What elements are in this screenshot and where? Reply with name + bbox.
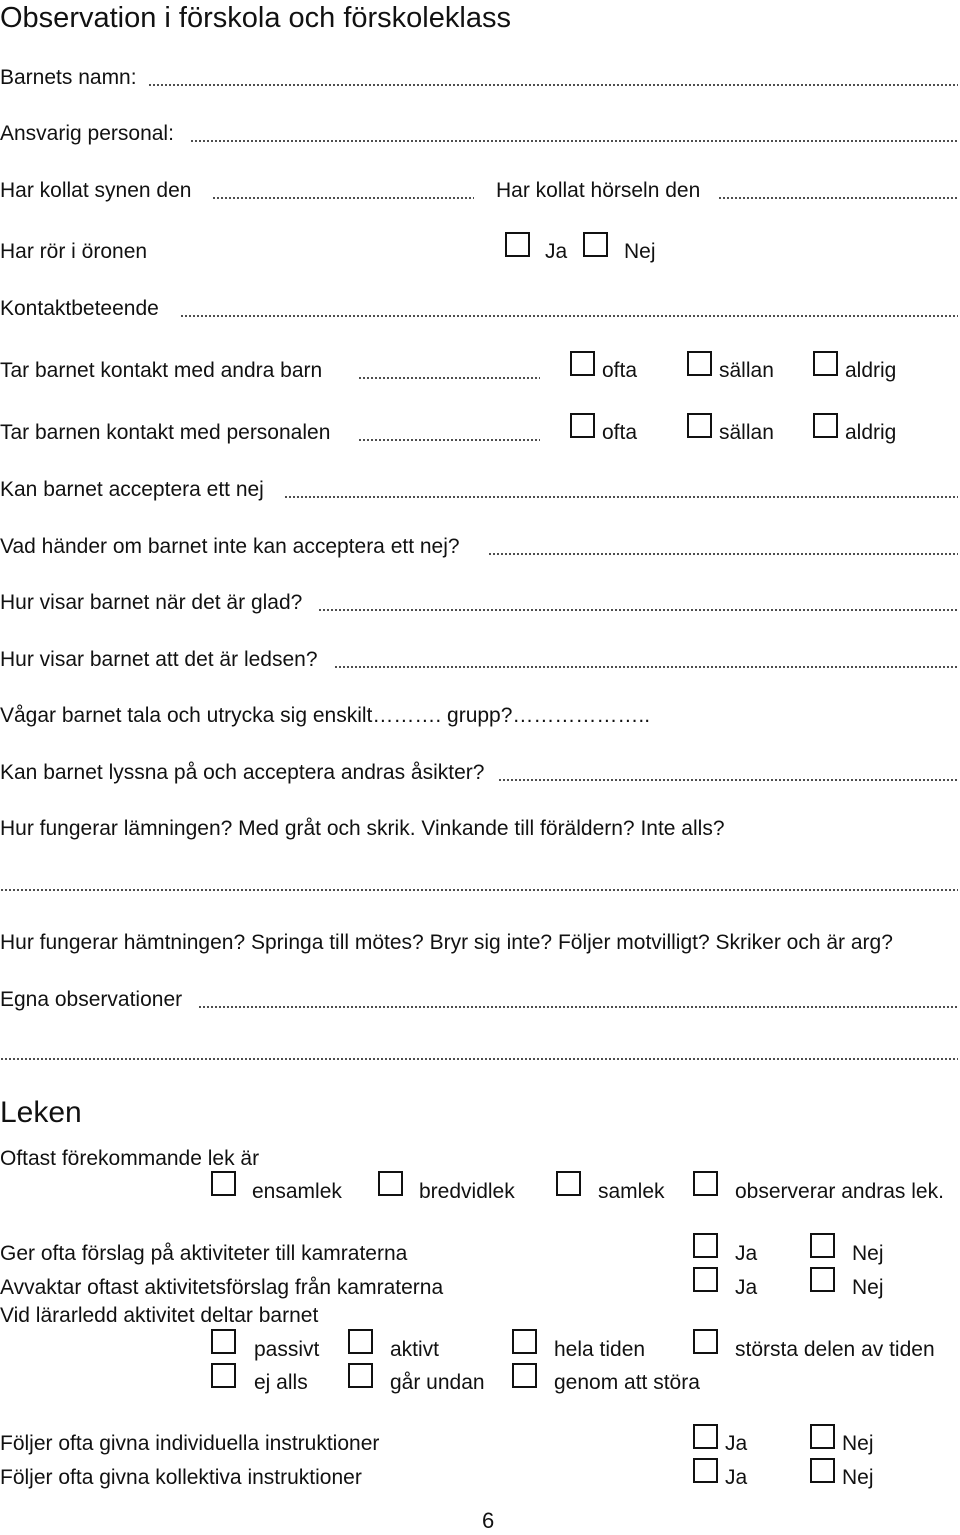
individuella-nej-label: Nej <box>842 1432 874 1455</box>
page-number: 6 <box>482 1508 495 1533</box>
ansvarig-personal-label: Ansvarig personal: <box>0 122 174 145</box>
synen-field[interactable] <box>212 197 474 199</box>
forslag-ja-label: Ja <box>735 1242 758 1265</box>
samlek-checkbox[interactable] <box>556 1171 581 1196</box>
kollektiva-label: Följer ofta givna kollektiva instruktioner <box>0 1466 362 1489</box>
kontakt-personal-sallan-label: sällan <box>719 421 774 444</box>
kontakt-personal-field[interactable] <box>358 439 540 441</box>
forslag-nej-label: Nej <box>852 1242 884 1265</box>
kontakt-personal-aldrig-checkbox[interactable] <box>813 413 838 438</box>
individuella-label: Följer ofta givna individuella instruktioner <box>0 1432 380 1455</box>
kontakt-barn-ofta-label: ofta <box>602 359 638 382</box>
ledsen-field[interactable] <box>334 666 958 668</box>
barnets-namn-label: Barnets namn: <box>0 66 137 89</box>
gar-undan-label: går undan <box>390 1371 485 1394</box>
kontakt-personal-ofta-label: ofta <box>602 421 638 444</box>
kontaktbeteende-label: Kontaktbeteende <box>0 297 159 320</box>
kontakt-barn-aldrig-checkbox[interactable] <box>813 351 838 376</box>
kollektiva-nej-checkbox[interactable] <box>810 1458 835 1483</box>
ror-nej-checkbox[interactable] <box>583 232 608 257</box>
kontakt-personal-ofta-checkbox[interactable] <box>570 413 595 438</box>
observerar-checkbox[interactable] <box>693 1171 718 1196</box>
inte-acceptera-label: Vad händer om barnet inte kan acceptera ett nej? <box>0 535 460 558</box>
lamningen-label: Hur fungerar lämningen? Med gråt och skrik. Vinkande till föräldern? Inte alls? <box>0 817 725 840</box>
ror-label: Har rör i öronen <box>0 240 148 263</box>
genom-att-stora-label: genom att störa <box>554 1371 700 1394</box>
kontakt-barn-sallan-checkbox[interactable] <box>687 351 712 376</box>
storsta-delen-checkbox[interactable] <box>693 1329 718 1354</box>
kontakt-personal-aldrig-label: aldrig <box>845 421 897 444</box>
glad-field[interactable] <box>318 609 958 611</box>
avvaktar-nej-label: Nej <box>852 1276 884 1299</box>
hela-tiden-checkbox[interactable] <box>512 1329 537 1354</box>
egna-observationer-label: Egna observationer <box>0 988 183 1011</box>
kontaktbeteende-field[interactable] <box>180 315 958 317</box>
lek-intro-label: Oftast förekommande lek är <box>0 1147 260 1170</box>
samlek-label: samlek <box>598 1180 665 1203</box>
passivt-label: passivt <box>254 1338 320 1361</box>
tala-label: Vågar barnet tala och utrycka sig enskilt………. grupp?……………….. <box>0 704 651 727</box>
lyssna-field[interactable] <box>498 779 958 781</box>
avvaktar-label: Avvaktar oftast aktivitetsförslag från kamraterna <box>0 1276 444 1299</box>
kollektiva-ja-label: Ja <box>725 1466 748 1489</box>
inte-acceptera-field[interactable] <box>488 553 958 555</box>
acceptera-nej-field[interactable] <box>284 496 958 498</box>
ej-alls-checkbox[interactable] <box>211 1363 236 1388</box>
lamningen-field[interactable] <box>0 889 958 891</box>
page-title: Observation i förskola och förskoleklass <box>0 2 511 34</box>
kollektiva-ja-checkbox[interactable] <box>693 1458 718 1483</box>
kollektiva-nej-label: Nej <box>842 1466 874 1489</box>
ansvarig-personal-field[interactable] <box>190 140 958 142</box>
kontakt-barn-sallan-label: sällan <box>719 359 774 382</box>
hamtningen-label: Hur fungerar hämtningen? Springa till mötes? Bryr sig inte? Följer motvilligt? Skriker och är arg? <box>0 931 893 954</box>
storsta-delen-label: största delen av tiden <box>735 1338 935 1361</box>
acceptera-nej-label: Kan barnet acceptera ett nej <box>0 478 264 501</box>
kontakt-barn-aldrig-label: aldrig <box>845 359 897 382</box>
lyssna-label: Kan barnet lyssna på och acceptera andras åsikter? <box>0 761 485 784</box>
forslag-ja-checkbox[interactable] <box>693 1233 718 1258</box>
horseln-field[interactable] <box>718 197 958 199</box>
barnets-namn-field[interactable] <box>148 84 958 86</box>
gar-undan-checkbox[interactable] <box>348 1363 373 1388</box>
avvaktar-ja-checkbox[interactable] <box>693 1267 718 1292</box>
ror-ja-label: Ja <box>545 240 568 263</box>
glad-label: Hur visar barnet när det är glad? <box>0 591 303 614</box>
larrarledd-label: Vid lärarledd aktivitet deltar barnet <box>0 1304 319 1327</box>
bredvidlek-checkbox[interactable] <box>378 1171 403 1196</box>
avvaktar-ja-label: Ja <box>735 1276 758 1299</box>
observerar-label: observerar andras lek. <box>735 1180 944 1203</box>
synen-label: Har kollat synen den <box>0 179 192 202</box>
egna-observationer-field[interactable] <box>198 1006 958 1008</box>
hela-tiden-label: hela tiden <box>554 1338 646 1361</box>
passivt-checkbox[interactable] <box>211 1329 236 1354</box>
kontakt-personal-sallan-checkbox[interactable] <box>687 413 712 438</box>
ej-alls-label: ej alls <box>254 1371 308 1394</box>
ror-ja-checkbox[interactable] <box>505 232 530 257</box>
egna-observationer-field-2[interactable] <box>0 1058 958 1060</box>
leken-heading: Leken <box>0 1096 82 1129</box>
bredvidlek-label: bredvidlek <box>419 1180 515 1203</box>
ensamlek-label: ensamlek <box>252 1180 342 1203</box>
horseln-label: Har kollat hörseln den <box>496 179 701 202</box>
ledsen-label: Hur visar barnet att det är ledsen? <box>0 648 318 671</box>
kontakt-barn-ofta-checkbox[interactable] <box>570 351 595 376</box>
individuella-nej-checkbox[interactable] <box>810 1424 835 1449</box>
ensamlek-checkbox[interactable] <box>211 1171 236 1196</box>
kontakt-personal-label: Tar barnen kontakt med personalen <box>0 421 331 444</box>
individuella-ja-label: Ja <box>725 1432 748 1455</box>
kontakt-barn-field[interactable] <box>358 377 540 379</box>
ror-nej-label: Nej <box>624 240 656 263</box>
aktivt-label: aktivt <box>390 1338 440 1361</box>
genom-att-stora-checkbox[interactable] <box>512 1363 537 1388</box>
avvaktar-nej-checkbox[interactable] <box>810 1267 835 1292</box>
forslag-label: Ger ofta förslag på aktiviteter till kamraterna <box>0 1242 408 1265</box>
kontakt-barn-label: Tar barnet kontakt med andra barn <box>0 359 323 382</box>
forslag-nej-checkbox[interactable] <box>810 1233 835 1258</box>
aktivt-checkbox[interactable] <box>348 1329 373 1354</box>
individuella-ja-checkbox[interactable] <box>693 1424 718 1449</box>
